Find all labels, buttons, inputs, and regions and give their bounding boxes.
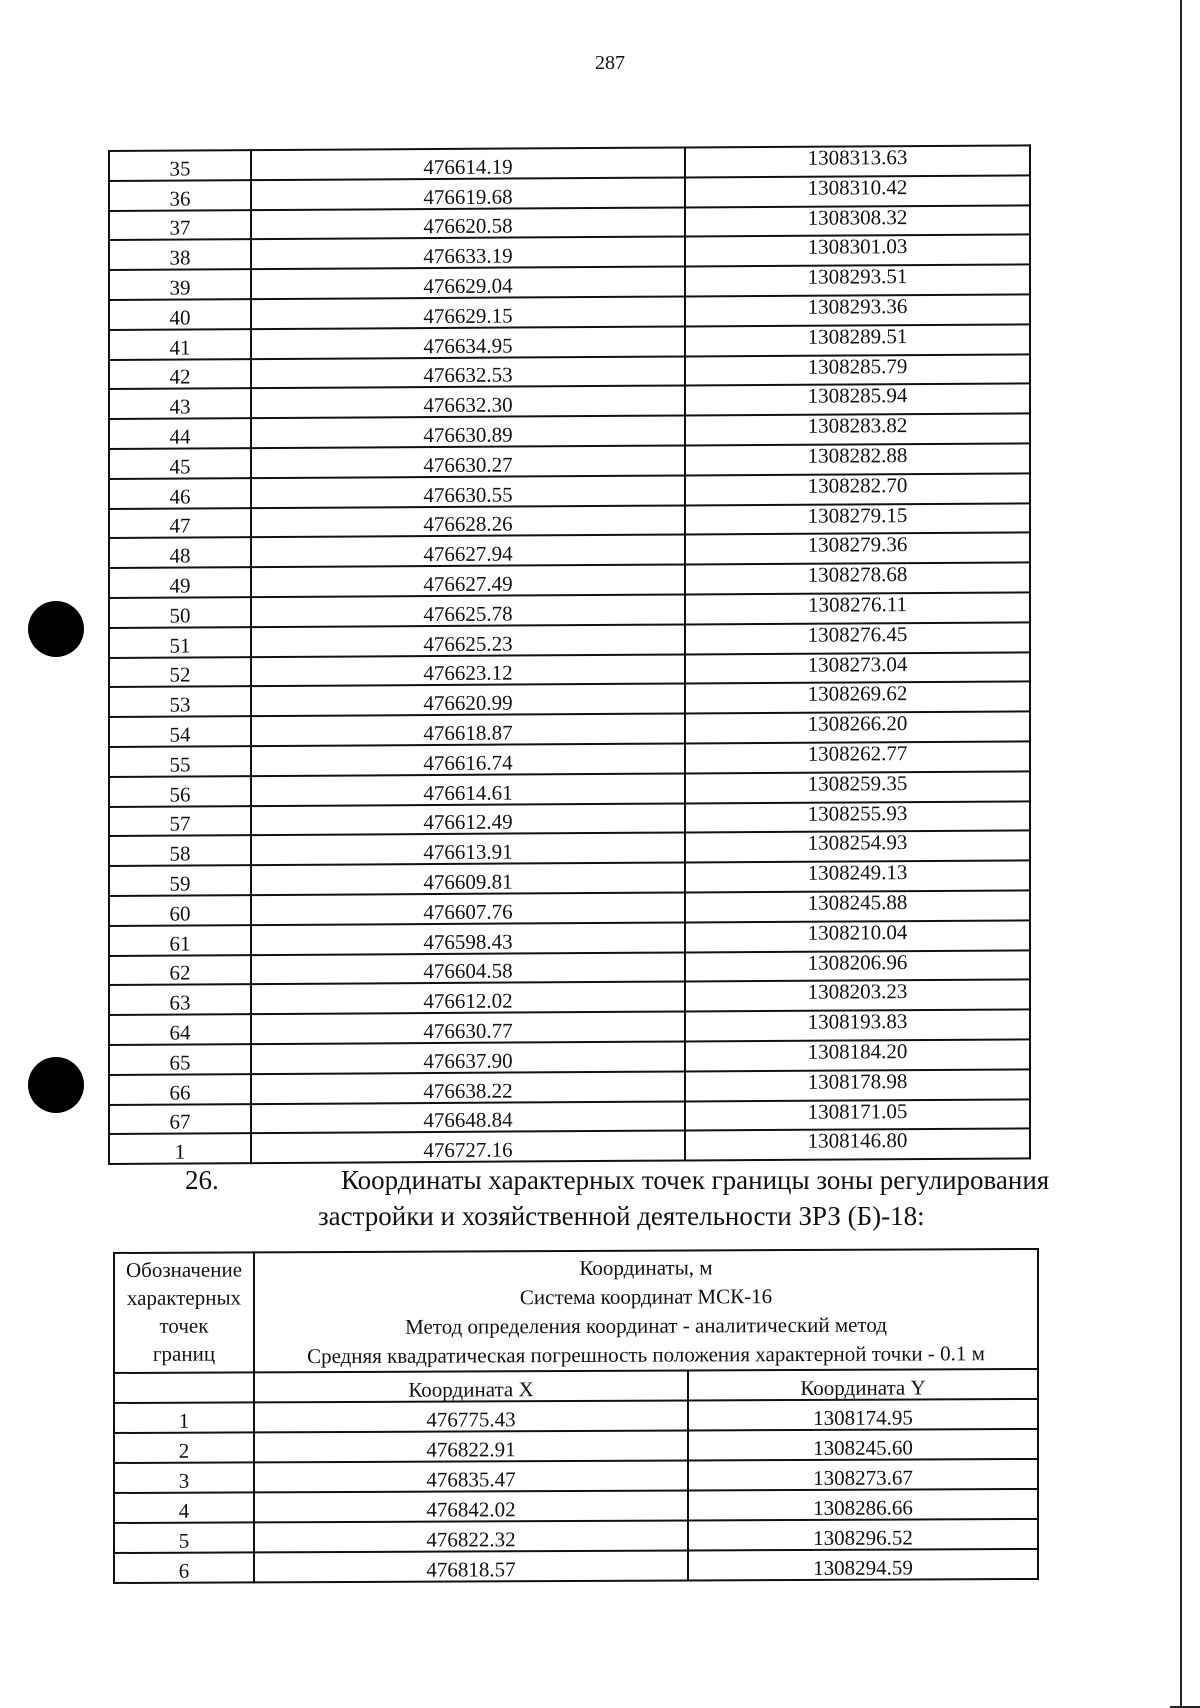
coordinate-y-cell: 1308296.52 [688,1519,1038,1551]
table-row [114,1519,1038,1553]
point-number-cell: 57 [109,806,251,837]
point-number-cell: 56 [109,776,251,807]
column-header-x: Координата X [254,1370,688,1402]
coordinate-y-cell: 1308273.04 [685,652,1030,684]
coordinate-y-cell: 1308293.51 [685,265,1030,297]
coordinate-x-cell: 476623.12 [251,654,685,686]
point-number-cell: 5 [114,1522,254,1553]
coordinate-y-cell: 1308301.03 [685,235,1030,267]
point-number-cell: 47 [109,508,251,539]
coordinate-x-cell: 476648.84 [251,1101,685,1133]
coordinate-x-cell: 476613.91 [251,833,685,865]
coordinate-y-cell: 1308255.93 [685,801,1030,833]
header-right-line: Система координат МСК-16 [519,1284,773,1310]
coordinate-y-cell: 1308249.13 [685,860,1030,892]
coordinate-y-cell: 1308193.83 [685,1009,1030,1041]
coordinate-x-cell: 476614.61 [251,773,685,805]
point-number-cell: 36 [109,180,251,211]
punch-hole [28,1057,84,1113]
column-header-y: Координата Y [688,1369,1038,1401]
table-subheader-row [114,1369,1038,1403]
coordinate-x-cell: 476775.43 [254,1400,688,1432]
page-number: 287 [595,52,625,74]
coordinate-y-cell: 1308276.45 [685,622,1030,654]
coordinate-y-cell: 1308282.70 [685,473,1030,505]
point-number-cell: 43 [109,389,251,420]
section-number: 26. [185,1165,219,1195]
coordinate-y-cell: 1308184.20 [685,1039,1030,1071]
coordinate-y-cell: 1308279.36 [685,533,1030,565]
point-number-cell: 1 [114,1402,254,1433]
coordinate-x-cell: 476604.58 [251,952,685,984]
coordinate-x-cell: 476620.99 [251,684,685,716]
header-right-line: Координаты, м [579,1255,713,1280]
point-number-cell: 54 [109,716,251,747]
coordinate-x-cell: 476822.91 [254,1430,688,1462]
table-row [114,1399,1038,1433]
point-number-cell: 61 [109,925,251,956]
table-row [114,1429,1038,1463]
coordinate-y-cell: 1308285.79 [685,354,1030,386]
point-number-cell: 4 [114,1492,254,1523]
point-number-cell: 40 [109,299,251,330]
coordinate-y-cell: 1308285.94 [685,384,1030,416]
coordinates-table-continued [108,144,1031,1165]
coordinate-y-cell: 1308266.20 [685,712,1030,744]
coordinate-y-cell: 1308282.88 [685,443,1030,475]
point-number-cell: 60 [109,895,251,926]
point-number-cell: 49 [109,567,251,598]
coordinate-x-cell: 476619.68 [251,177,685,209]
coordinate-x-cell: 476625.23 [251,624,685,656]
table-header-row [114,1249,1038,1373]
coordinate-x-cell: 476822.32 [254,1520,688,1552]
point-number-cell: 6 [114,1552,254,1583]
table-row [114,1549,1038,1583]
section-title-line-2: застройки и хозяйственной деятельности ЗРЗ (Б)-18: [318,1201,925,1231]
coordinate-y-cell: 1308206.96 [685,950,1030,982]
coordinate-x-cell: 476620.58 [251,207,685,239]
point-number-cell: 59 [109,865,251,896]
section-title-line-1: Координаты характерных точек границы зоны регулирования [341,1165,1050,1195]
coordinate-x-cell: 476842.02 [254,1490,688,1522]
point-number-cell: 58 [109,835,251,866]
table-row [114,1489,1038,1523]
coordinate-y-cell: 1308283.82 [685,414,1030,446]
coordinate-y-cell: 1308203.23 [685,980,1030,1012]
punch-hole [28,601,84,657]
coordinate-y-cell: 1308293.36 [685,294,1030,326]
coordinate-y-cell: 1308276.11 [685,592,1030,624]
point-number-cell: 48 [109,537,251,568]
point-number-cell: 52 [109,657,251,688]
coordinate-x-cell: 476616.74 [251,743,685,775]
coordinate-x-cell: 476627.94 [251,535,685,567]
point-number-cell: 63 [109,984,251,1015]
coordinate-x-cell: 476835.47 [254,1460,688,1492]
coordinate-x-cell: 476637.90 [251,1041,685,1073]
coordinate-x-cell: 476818.57 [254,1550,688,1582]
point-number-cell: 45 [109,448,251,479]
coordinates-table-zrz-b-18 [113,1248,1039,1584]
coordinate-x-cell: 476727.16 [251,1131,685,1163]
coordinate-x-cell: 476627.49 [251,565,685,597]
page-edge [1180,0,1182,1708]
coordinate-x-cell: 476609.81 [251,863,685,895]
coordinate-y-cell: 1308273.67 [688,1459,1038,1491]
coordinate-x-cell: 476629.04 [251,267,685,299]
coordinate-x-cell: 476618.87 [251,714,685,746]
coordinate-y-cell: 1308171.05 [685,1099,1030,1131]
point-number-cell: 37 [109,210,251,241]
coordinate-x-cell: 476630.55 [251,475,685,507]
coordinate-x-cell: 476607.76 [251,892,685,924]
header-right-line: Средняя квадратическая погрешность положения характерной точки - 0.1 м [307,1341,985,1369]
header-left-line: границ [152,1341,216,1366]
point-number-cell: 44 [109,418,251,449]
header-left-line: характерных [126,1285,242,1310]
point-number-cell: 67 [109,1104,251,1135]
coordinate-y-cell: 1308259.35 [685,771,1030,803]
point-number-cell: 39 [109,269,251,300]
point-number-cell: 62 [109,955,251,986]
coordinate-x-cell: 476633.19 [251,237,685,269]
point-number-cell: 51 [109,627,251,658]
point-number-cell: 50 [109,597,251,628]
point-number-cell: 66 [109,1074,251,1105]
coordinate-x-cell: 476629.15 [251,296,685,328]
table-row [109,1129,1030,1164]
point-number-cell: 65 [109,1044,251,1075]
coordinate-x-cell: 476630.27 [251,445,685,477]
coordinate-x-cell: 476632.30 [251,386,685,418]
point-number-cell: 38 [109,240,251,271]
coordinate-x-cell: 476614.19 [251,147,685,179]
header-left-line: Обозначение [125,1257,243,1282]
point-number-cell: 42 [109,359,251,390]
coordinate-x-cell: 476628.26 [251,505,685,537]
coordinate-y-cell: 1308310.42 [685,175,1030,207]
point-number-cell: 41 [109,329,251,360]
header-left-line: точек [159,1313,209,1338]
coordinate-y-cell: 1308210.04 [685,920,1030,952]
point-number-cell: 55 [109,746,251,777]
coordinate-y-cell: 1308279.15 [685,503,1030,535]
coordinate-y-cell: 1308245.88 [685,890,1030,922]
point-number-cell: 64 [109,1014,251,1045]
coordinate-y-cell: 1308289.51 [685,324,1030,356]
coordinate-y-cell: 1308269.62 [685,682,1030,714]
coordinate-y-cell: 1308245.60 [688,1429,1038,1461]
coordinate-y-cell: 1308262.77 [685,741,1030,773]
coordinate-x-cell: 476630.77 [251,1012,685,1044]
point-number-cell: 35 [109,150,251,181]
header-coordinates [254,1249,1038,1372]
coordinate-y-cell: 1308278.68 [685,563,1030,595]
coordinate-y-cell: 1308174.95 [688,1399,1038,1431]
header-point-designation [114,1252,254,1373]
subheader-empty-cell [114,1372,254,1403]
coordinate-x-cell: 476634.95 [251,326,685,358]
coordinate-x-cell: 476632.53 [251,356,685,388]
coordinate-y-cell: 1308178.98 [685,1069,1030,1101]
coordinate-y-cell: 1308294.59 [688,1549,1038,1581]
coordinate-y-cell: 1308313.63 [685,145,1030,177]
point-number-cell: 2 [114,1432,254,1463]
point-number-cell: 46 [109,478,251,509]
coordinate-x-cell: 476630.89 [251,416,685,448]
point-number-cell: 53 [109,686,251,717]
coordinate-y-cell: 1308254.93 [685,831,1030,863]
point-number-cell: 1 [109,1133,251,1164]
coordinate-x-cell: 476598.43 [251,922,685,954]
header-right-line: Метод определения координат - аналитический метод [405,1312,887,1339]
coordinate-x-cell: 476612.49 [251,803,685,835]
coordinate-x-cell: 476638.22 [251,1071,685,1103]
table-row [114,1459,1038,1493]
coordinate-y-cell: 1308308.32 [685,205,1030,237]
coordinate-y-cell: 1308146.80 [685,1129,1030,1161]
coordinate-y-cell: 1308286.66 [688,1489,1038,1521]
coordinate-x-cell: 476625.78 [251,594,685,626]
coordinate-x-cell: 476612.02 [251,982,685,1014]
point-number-cell: 3 [114,1462,254,1493]
